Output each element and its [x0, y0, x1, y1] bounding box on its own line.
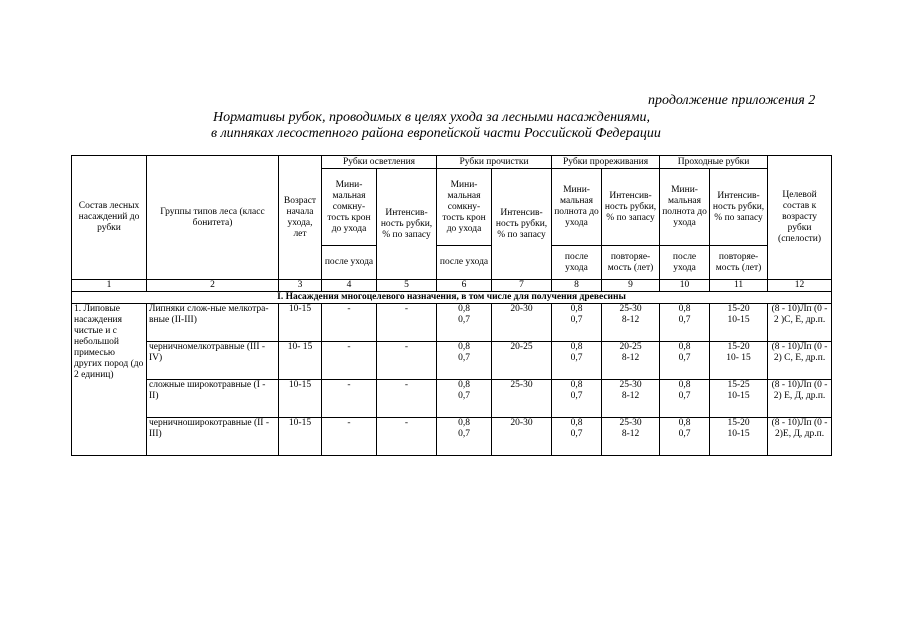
cell-c7: 20-30 [492, 304, 552, 342]
value-b: 0,7 [678, 391, 691, 401]
cell-c8 [552, 380, 602, 418]
target-cell: (8 - 10)Лп (0 - 2 )С, Е, др.п. [768, 304, 832, 342]
forest-type: сложные широкотравные (I - II) [147, 380, 279, 418]
cell-c8 [552, 304, 602, 342]
cell-c4: - [322, 380, 377, 418]
value-b: 10- 15 [726, 353, 751, 363]
value-b: 8-12 [621, 391, 640, 401]
cell-c6 [437, 380, 492, 418]
col-number: 2 [147, 280, 279, 292]
table-row [72, 304, 832, 342]
cell-c11 [710, 304, 768, 342]
value-a: 25-30 [619, 304, 642, 314]
value-a: 0,8 [570, 342, 583, 352]
header-after: после ухода [322, 246, 377, 280]
col-number: 9 [602, 280, 660, 292]
value-a: 0,8 [570, 418, 583, 428]
value-b: 0,7 [678, 429, 691, 439]
value-a: 0,8 [458, 304, 470, 314]
value-a: 0,8 [458, 380, 470, 390]
cell-c9 [602, 418, 660, 456]
table-row [72, 418, 832, 456]
age-cell: 10-15 [279, 380, 322, 418]
cell-c8 [552, 418, 602, 456]
cell-c8 [552, 342, 602, 380]
cell-c6 [437, 304, 492, 342]
value-b: 10-15 [727, 391, 750, 401]
value-b: 0,7 [458, 353, 470, 363]
value-b: 8-12 [621, 315, 640, 325]
cell-c5: - [377, 418, 437, 456]
table-row [72, 380, 832, 418]
header-min-fullness: Мини-мальная полнота до ухода [660, 169, 710, 246]
col-number: 10 [660, 280, 710, 292]
value-a: 0,8 [458, 418, 470, 428]
col-number: 3 [279, 280, 322, 292]
col-number: 1 [72, 280, 147, 292]
target-cell: (8 - 10)Лп (0 - 2) Е, Д, др.п. [768, 380, 832, 418]
header-composition: Состав лесных насаждений до рубки [72, 156, 147, 280]
header-after: после ухода [660, 246, 710, 280]
value-a: 15-25 [727, 380, 750, 390]
cell-c7: 20-25 [492, 342, 552, 380]
header-min-density: Мини-мальная сомкну-тость крон до ухода [322, 169, 377, 246]
value-b: 0,7 [570, 353, 583, 363]
header-passing: Проходные рубки [660, 156, 768, 169]
value-b: 0,7 [570, 429, 583, 439]
header-min-density: Мини-мальная сомкну-тость крон до ухода [437, 169, 492, 246]
header-intensity-b: Интенсив-ность рубки, % по запасу [710, 169, 768, 246]
value-a: 15-20 [727, 418, 750, 428]
value-b: 10-15 [727, 429, 750, 439]
header-cleaning: Рубки прочистки [437, 156, 552, 169]
forest-type: черничноширокотравные (II - III) [147, 418, 279, 456]
table-row [72, 342, 832, 380]
cell-c5: - [377, 304, 437, 342]
section-title: I. Насаждения многоцелевого назначения, в том числе для получения древесины [72, 292, 832, 304]
header-repeat: повторяе-мость (лет) [602, 246, 660, 280]
group-label: 1. Липовые насаждения чистые и с небольшой примесью других пород (до 2 единиц) [72, 304, 147, 456]
cell-c10 [660, 418, 710, 456]
col-number: 4 [322, 280, 377, 292]
cell-c11 [710, 418, 768, 456]
cell-c11 [710, 342, 768, 380]
value-b: 10-15 [727, 315, 750, 325]
value-a: 0,8 [678, 380, 691, 390]
header-intensity-b: Интенсив-ность рубки, % по запасу [602, 169, 660, 246]
header-min-fullness: Мини-мальная полнота до ухода [552, 169, 602, 246]
value-a: 15-20 [727, 304, 750, 314]
col-number: 6 [437, 280, 492, 292]
value-a: 25-30 [619, 418, 642, 428]
header-forest-types: Группы типов леса (класс бонитета) [147, 156, 279, 280]
cell-c5: - [377, 380, 437, 418]
value-a: 0,8 [678, 418, 691, 428]
cell-c4: - [322, 342, 377, 380]
value-b: 8-12 [621, 353, 640, 363]
col-number: 8 [552, 280, 602, 292]
cell-c10 [660, 304, 710, 342]
value-a: 0,8 [570, 380, 583, 390]
header-repeat: повторяе-мость (лет) [710, 246, 768, 280]
column-number-row [72, 280, 832, 292]
header-target: Целевой состав к возрасту рубки (спелости) [768, 156, 832, 280]
target-cell: (8 - 10)Лп (0 - 2)Е, Д, др.п. [768, 418, 832, 456]
cell-c6 [437, 418, 492, 456]
value-b: 0,7 [678, 353, 691, 363]
header-after: после ухода [552, 246, 602, 280]
cell-c5: - [377, 342, 437, 380]
value-b: 0,7 [458, 429, 470, 439]
document-title-line1: Нормативы рубок, проводимых в целях ухода за лесными насаждениями, [213, 110, 650, 125]
appendix-label: продолжение приложения 2 [648, 93, 816, 108]
cell-c9 [602, 342, 660, 380]
age-cell: 10-15 [279, 418, 322, 456]
cell-c7: 20-30 [492, 418, 552, 456]
value-a: 0,8 [458, 342, 470, 352]
target-cell: (8 - 10)Лп (0 - 2) С, Е, др.п. [768, 342, 832, 380]
cell-c7: 25-30 [492, 380, 552, 418]
col-number: 11 [710, 280, 768, 292]
header-after: после ухода [437, 246, 492, 280]
header-clearing: Рубки осветления [322, 156, 437, 169]
age-cell: 10- 15 [279, 342, 322, 380]
cell-c9 [602, 380, 660, 418]
cell-c10 [660, 342, 710, 380]
col-number: 7 [492, 280, 552, 292]
value-a: 0,8 [570, 304, 583, 314]
cell-c11 [710, 380, 768, 418]
value-b: 0,7 [570, 315, 583, 325]
header-age: Возраст начала ухода, лет [279, 156, 322, 280]
cell-c10 [660, 380, 710, 418]
col-number: 12 [768, 280, 832, 292]
value-b: 0,7 [458, 391, 470, 401]
value-a: 0,8 [678, 342, 691, 352]
value-a: 15-20 [727, 342, 750, 352]
header-intensity: Интенсив-ность рубки, % по запасу [492, 169, 552, 280]
cell-c4: - [322, 304, 377, 342]
value-b: 0,7 [678, 315, 691, 325]
value-a: 25-30 [619, 380, 642, 390]
header-intensity: Интенсив-ность рубки, % по запасу [377, 169, 437, 280]
age-cell: 10-15 [279, 304, 322, 342]
document-title-line2: в липняках лесостепного района европейской части Российской Федерации [211, 126, 661, 141]
value-b: 0,7 [570, 391, 583, 401]
header-thinning: Рубки прореживания [552, 156, 660, 169]
col-number: 5 [377, 280, 437, 292]
value-a: 0,8 [678, 304, 691, 314]
cell-c4: - [322, 418, 377, 456]
value-a: 20-25 [619, 342, 642, 352]
forest-type: черничномелкотравные (III - IV) [147, 342, 279, 380]
norms-table [71, 155, 832, 456]
cell-c9 [602, 304, 660, 342]
value-b: 8-12 [621, 429, 640, 439]
forest-type: Липняки слож-ные мелкотра-вные (II-III) [147, 304, 279, 342]
cell-c6 [437, 342, 492, 380]
value-b: 0,7 [458, 315, 470, 325]
